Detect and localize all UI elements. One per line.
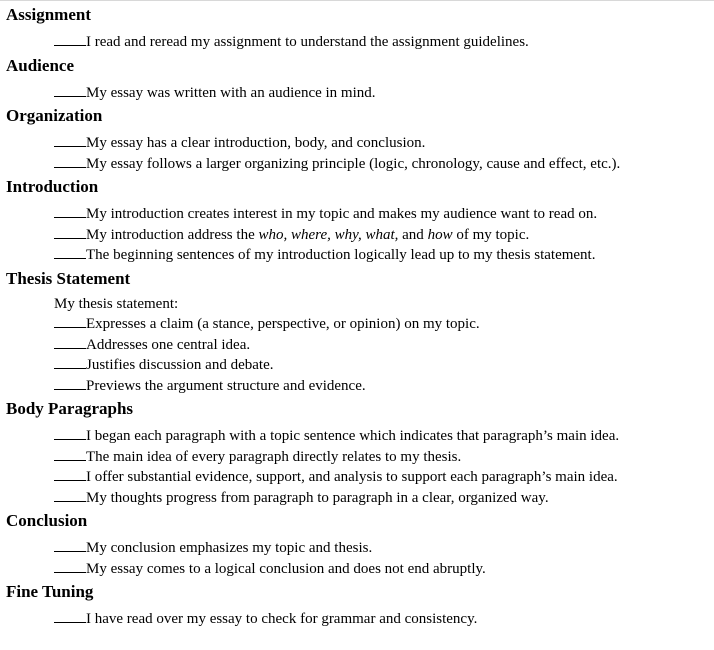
check-blank[interactable] (54, 224, 86, 239)
section-conclusion (6, 511, 706, 578)
top-divider (0, 0, 714, 1)
checklist-item: My thoughts progress from paragraph to paragraph in a clear, organized way. (54, 487, 706, 508)
section-heading: Thesis Statement (6, 268, 131, 288)
checklist-item: I offer substantial evidence, support, and analysis to support each paragraph’s main idea. (54, 466, 706, 487)
checklist-item: I have read over my essay to check for grammar and consistency. (54, 608, 706, 629)
check-blank[interactable] (54, 375, 86, 390)
checklist-item: My essay has a clear introduction, body, and conclusion. (54, 132, 706, 153)
checklist-item: Addresses one central idea. (54, 334, 706, 355)
thesis-intro: My thesis statement: (54, 295, 179, 312)
section-heading: Assignment (6, 5, 92, 24)
checklist (6, 5, 706, 629)
checklist-item: Previews the argument structure and evidence. (54, 375, 706, 396)
check-blank[interactable] (54, 466, 86, 481)
check-blank[interactable] (54, 425, 86, 440)
checklist-item: My introduction creates interest in my topic and makes my audience want to read on. (54, 203, 706, 224)
checklist-item: My essay was written with an audience in mind. (54, 82, 706, 103)
section-heading: Fine Tuning (6, 582, 94, 601)
check-blank[interactable] (54, 608, 86, 623)
checklist-item: The main idea of every paragraph directly relates to my thesis. (54, 446, 706, 467)
check-blank[interactable] (54, 354, 86, 369)
check-blank[interactable] (54, 203, 86, 218)
section-heading: Audience (6, 55, 74, 75)
check-blank[interactable] (54, 558, 86, 573)
checklist-item: The beginning sentences of my introduction logically lead up to my thesis statement. (54, 244, 706, 265)
check-blank[interactable] (54, 537, 86, 552)
check-blank[interactable] (54, 334, 86, 349)
checklist-item: I began each paragraph with a topic sentence which indicates that paragraph’s main idea. (54, 425, 706, 446)
checklist-item: My essay follows a larger organizing principle (logic, chronology, cause and effect, etc.). (54, 153, 706, 174)
checklist-item: My conclusion emphasizes my topic and thesis. (54, 537, 706, 558)
checklist-item: Justifies discussion and debate. (54, 354, 706, 375)
section-heading: Body Paragraphs (6, 399, 134, 418)
check-blank[interactable] (54, 487, 86, 502)
checklist-item: My essay comes to a logical conclusion and does not end abruptly. (54, 558, 706, 579)
section-organization (6, 106, 706, 173)
section-body-paragraphs (6, 399, 706, 507)
checklist-item: My introduction address the who, where, why, what, and how of my topic. (54, 224, 706, 245)
section-thesis-statement (6, 269, 706, 396)
section-heading: Conclusion (6, 511, 88, 530)
check-blank[interactable] (54, 313, 86, 328)
check-blank[interactable] (54, 153, 86, 168)
section-introduction (6, 177, 706, 265)
check-blank[interactable] (54, 244, 86, 259)
check-blank[interactable] (54, 31, 86, 46)
section-assignment (6, 5, 706, 52)
check-blank[interactable] (54, 82, 86, 97)
section-audience (6, 56, 706, 103)
section-fine-tuning (6, 582, 706, 629)
section-heading: Organization (6, 106, 103, 125)
check-blank[interactable] (54, 446, 86, 461)
checklist-item: Expresses a claim (a stance, perspective, or opinion) on my topic. (54, 313, 706, 334)
check-blank[interactable] (54, 132, 86, 147)
section-heading: Introduction (6, 177, 99, 196)
checklist-item: I read and reread my assignment to understand the assignment guidelines. (54, 31, 706, 52)
